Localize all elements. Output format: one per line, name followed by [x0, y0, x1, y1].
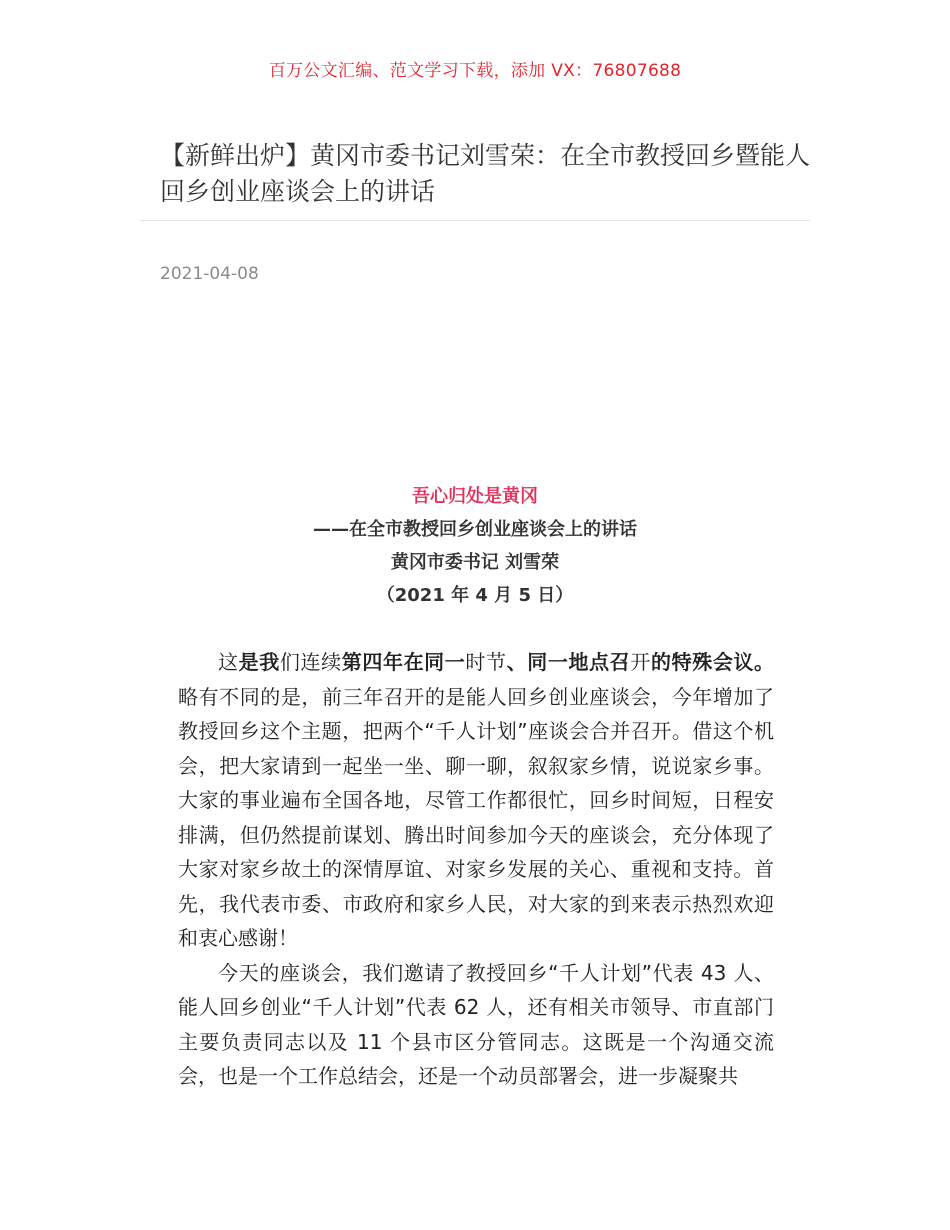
article-header [160, 138, 810, 210]
p1-text: 时节 [465, 650, 507, 674]
speech-title: 吾心归处是黄冈 [412, 486, 538, 507]
speech-date: （2021 年 4 月 5 日） [376, 585, 574, 606]
paragraph-1 [178, 645, 774, 956]
article-title: 【新鲜出炉】黄冈市委书记刘雪荣：在全市教授回乡暨能人回乡创业座谈会上的讲话 [160, 141, 811, 206]
p1-text: 略有不同的是，前三年召开的是能人回乡创业座谈会，今年增加了教授回乡这个主题，把两个“千人计划”座谈会合并召开。借这个机会，把大家请到一起坐一坐、聊一聊，叙叙家乡情，说说家乡事。大家的事业遍布全国各地，尽管工作都很忙，回乡时间短，日程安排满，但仍然提前谋划、腾出时间参加今天的座谈会，充分体现了大家对家乡故土的深情厚谊、对家乡发展的关心、重视和支持。首先，我代表市委、市政府和家乡人民，对大家的到来表示热烈欢迎和衷心感谢！ [178, 684, 774, 950]
promo-banner: 百万公文汇编、范文学习下载，添加 VX：76807688 [268, 61, 682, 81]
speech-subtitle: ——在全市教授回乡创业座谈会上的讲话 [313, 519, 637, 540]
p1-text: 这 [218, 650, 239, 674]
p1-bold: 、同一地点召 [506, 650, 631, 674]
p1-text: 们连续 [279, 650, 342, 674]
p1-bold: 的特殊会议。 [650, 650, 775, 674]
speech-heading [0, 480, 950, 612]
p1-bold: 是我 [238, 650, 280, 674]
speech-speaker: 黄冈市委书记 刘雪荣 [390, 552, 560, 573]
p1-text: 开 [630, 650, 651, 674]
p1-bold: 第四年在同一 [341, 650, 466, 674]
paragraph-2: 今天的座谈会，我们邀请了教授回乡“千人计划”代表 43 人、能人回乡创业“千人计划”代表 62 人，还有相关市领导、市直部门主要负责同志以及 11 个县市区分管同志。这既是一个沟通交流会，也是一个工作总结会，还是一个动员部署会，进一步凝聚共 [178, 960, 774, 1088]
header-divider [140, 220, 810, 221]
publish-date: 2021-04-08 [160, 264, 259, 284]
speech-body [178, 645, 774, 1094]
